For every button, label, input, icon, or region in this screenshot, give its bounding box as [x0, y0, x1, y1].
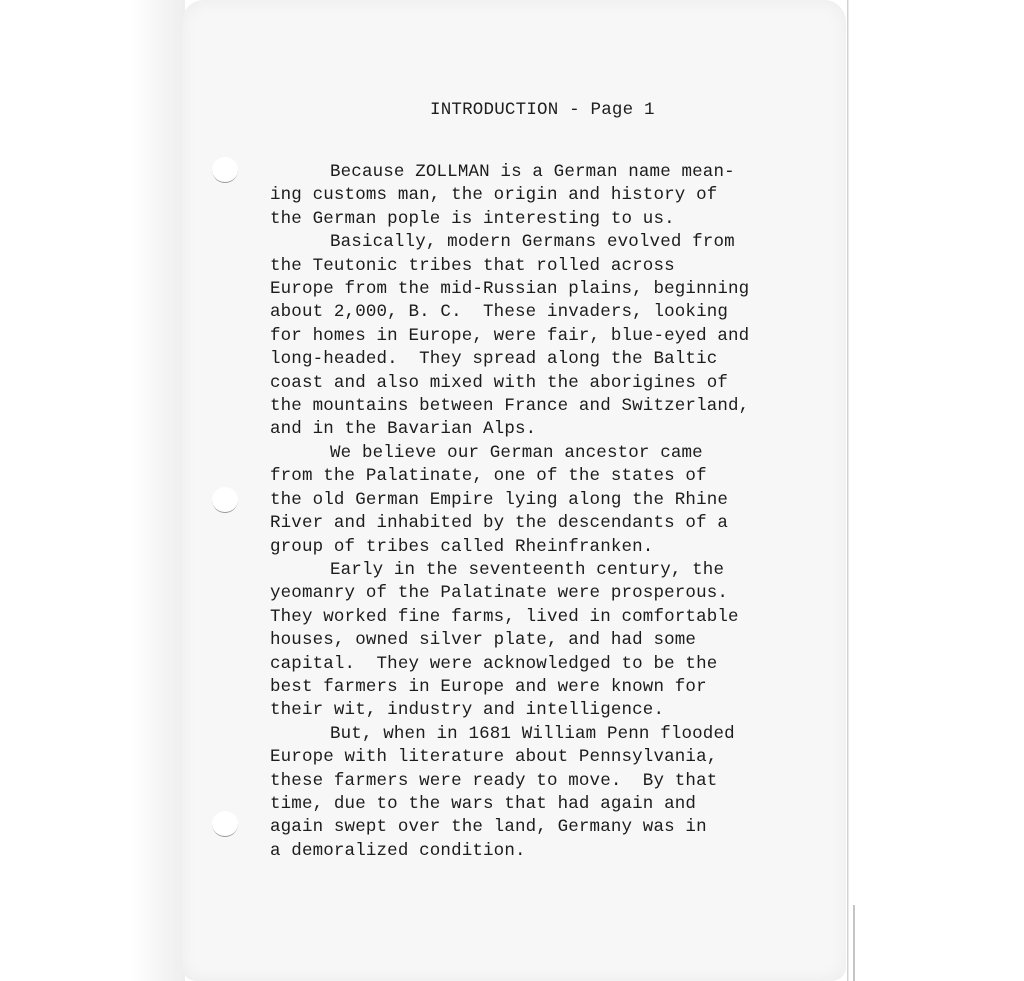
text-line: group of tribes called Rheinfranken.: [270, 536, 654, 557]
text-line: Early in the seventeenth century, the: [330, 559, 725, 580]
text-line: coast and also mixed with the aborigines of: [270, 372, 729, 393]
text-line: their wit, industry and intelligence.: [270, 700, 665, 721]
text-line: the old German Empire lying along the Rhine: [270, 489, 729, 510]
text-line: for homes in Europe, were fair, blue-eyed and: [270, 325, 750, 346]
text-line: and in the Bavarian Alps.: [270, 419, 537, 440]
text-line: ing customs man, the origin and history of: [270, 185, 718, 206]
text-line: But, when in 1681 William Penn flooded: [330, 723, 735, 744]
text-line: best farmers in Europe and were known for: [270, 676, 707, 697]
text-line: They worked fine farms, lived in comfortable: [270, 606, 739, 627]
text-line: Because ZOLLMAN is a German name mean-: [330, 162, 735, 182]
page-edge-shadow: [130, 0, 185, 981]
punch-hole-bottom: [212, 811, 238, 837]
text-line: the mountains between France and Switzerland,: [270, 396, 750, 417]
punch-hole-top: [212, 157, 238, 183]
text-line: houses, owned silver plate, and had some: [270, 630, 697, 651]
text-line: about 2,000, B. C. These invaders, looking: [270, 302, 729, 323]
text-line: We believe our German ancestor came: [330, 442, 703, 463]
text-line: Europe with literature about Pennsylvania,: [270, 747, 718, 768]
paper-fold-line-lower: [853, 905, 855, 981]
page-title: INTRODUCTION - Page 1: [430, 100, 655, 120]
text-line: again swept over the land, Germany was in: [270, 817, 707, 838]
text-line: Europe from the mid-Russian plains, beginning: [270, 279, 750, 300]
text-line: the Teutonic tribes that rolled across: [270, 255, 675, 276]
text-line: River and inhabited by the descendants of a: [270, 513, 729, 534]
text-line: Basically, modern Germans evolved from: [330, 232, 735, 253]
body-text: [270, 161, 830, 863]
text-line: long-headed. They spread along the Baltic: [270, 349, 718, 370]
text-line: yeomanry of the Palatinate were prosperous.: [270, 583, 729, 604]
paper-fold-line: [847, 0, 849, 981]
text-line: the German pople is interesting to us.: [270, 208, 675, 229]
text-line: these farmers were ready to move. By that: [270, 770, 718, 791]
punch-hole-middle: [212, 487, 238, 513]
text-line: from the Palatinate, one of the states of: [270, 466, 707, 487]
text-line: capital. They were acknowledged to be the: [270, 653, 718, 674]
text-line: a demoralized condition.: [270, 840, 526, 861]
text-line: time, due to the wars that had again and: [270, 793, 697, 814]
